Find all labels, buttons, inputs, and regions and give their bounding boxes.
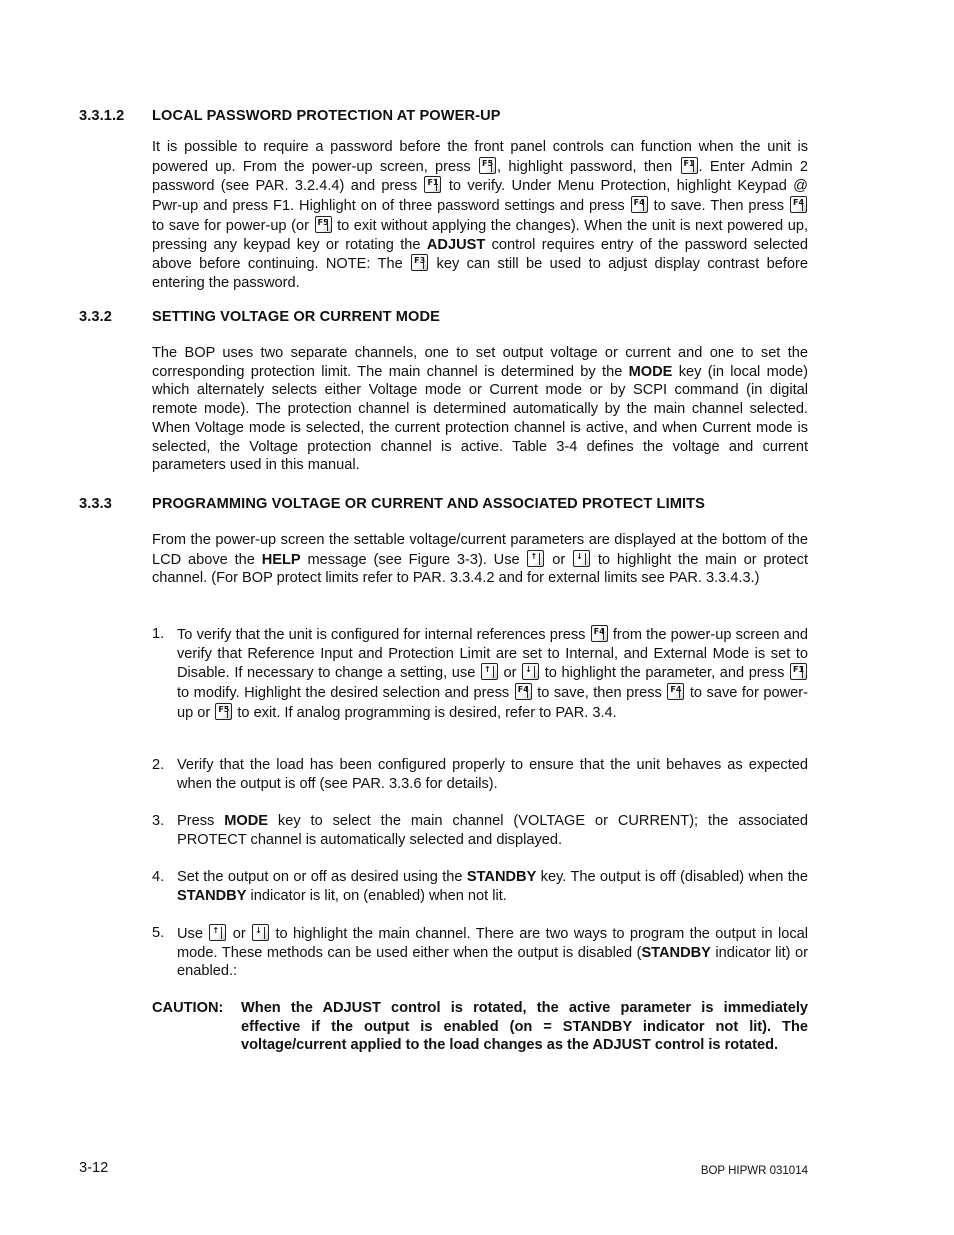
section-number: 3.3.2 [79, 309, 112, 325]
paragraph-mode: The BOP uses two separate channels, one to set output voltage or current and one to set the corresponding protection limit. The main channel is determined by the MODE key (in local mode) which alternately selects either Voltage mode or Current mode or by SCPI command (in digital remote mode). The protection channel is determined automatically by the main channel selected. When Voltage mode is selected, the current protection channel is active, and when Current mode is selected, the Voltage protection channel is active. Table 3-4 defines the voltage and current parameters used in this manual. [152, 345, 808, 474]
f5-key-icon: F5 [315, 216, 332, 233]
f4-key-icon: F4 [631, 196, 648, 213]
caution-label: CAUTION: [152, 1000, 224, 1016]
list-item: 4. Set the output on or off as desired using the STANDBY key. The output is off (disabled) when the STANDBY indicator is lit, on (enabled) when not lit. [152, 869, 808, 904]
paragraph-programming: From the power-up screen the settable voltage/current parameters are displayed at the bottom of the LCD above the HELP message (see Figure 3-3). Use ↑ or ↓ to highlight the main or protect channel. (For BOP protect limits refer to PAR. 3.3.4.2 and for external limits see PAR. 3.3.4.3.) [152, 532, 808, 587]
list-item: 1. To verify that the unit is configured for internal references press F4 from the power-up screen and verify that Reference Input and Protection Limit are set to Internal, and External Mode is set to Disable. If necessary to change a setting, use ↑ or ↓ to highlight the parameter, and press F1 to modify. Highlight the desired selection and press F4 to save, then press F4 to save for power-up or F5 to exit. If analog programming is desired, refer to PAR. 3.4. [152, 626, 809, 721]
up-arrow-key-icon: ↑ [209, 924, 226, 941]
section-title: PROGRAMMING VOLTAGE OR CURRENT AND ASSOCIATED PROTECT LIMITS [152, 496, 705, 512]
page-number: 3-12 [79, 1160, 109, 1176]
paragraph-password: It is possible to require a password before the front panel controls can function when the unit is powered up. From the power-up screen, press F5 , highlight password, then F1 . Enter Admin 2 password (see PAR. 3.2.4.4) and press F1 to verify. Under Menu Protection, highlight Keypad @ Pwr-up and press F1. Highlight on of three password settings and press F4 to save. Then press F4 to save for power-up (or F5 to exit without applying the changes). When the unit is next powered up, pressing any keypad key or rotating the ADJUST control requires entry of the password selected above before continuing. NOTE: The F3 key can still be used to adjust display contrast before entering the password. [152, 139, 809, 291]
f3-key-icon: F3 [411, 254, 428, 271]
section-number: 3.3.3 [79, 496, 112, 512]
down-arrow-key-icon: ↓ [522, 663, 539, 680]
list-item: 3. Press MODE key to select the main channel (VOLTAGE or CURRENT); the associated PROTECT channel is automatically selected and displayed. [152, 813, 808, 848]
list-item: 5. Use ↑ or ↓ to highlight the main channel. There are two ways to program the output in local mode. These methods can be used either when the output is disabled (STANDBY indicator lit) or enabled.: [152, 925, 809, 980]
list-item: 2. Verify that the load has been configured properly to ensure that the unit behaves as expected when the output is off (see PAR. 3.3.6 for details). [152, 757, 808, 792]
down-arrow-key-icon: ↓ [252, 924, 269, 941]
document-id: BOP HIPWR 031014 [700, 1165, 808, 1177]
section-title: LOCAL PASSWORD PROTECTION AT POWER-UP [152, 108, 501, 124]
caution-text: When the ADJUST control is rotated, the active parameter is immediately effective if the output is enabled (on = STANDBY indicator not lit). The voltage/current applied to the load changes as the ADJUST control is rotated. [241, 1000, 808, 1054]
f4-key-icon: F4 [515, 683, 532, 700]
up-arrow-key-icon: ↑ [481, 663, 498, 680]
f4-key-icon: F4 [667, 683, 684, 700]
f5-key-icon: F5 [479, 157, 496, 174]
f5-key-icon: F5 [215, 703, 232, 720]
section-title: SETTING VOLTAGE OR CURRENT MODE [152, 309, 440, 325]
f4-key-icon: F4 [591, 625, 608, 642]
f4-key-icon: F4 [790, 196, 807, 213]
up-arrow-key-icon: ↑ [527, 550, 544, 567]
f1-key-icon: F1 [790, 663, 807, 680]
caution-note [152, 999, 808, 1055]
f1-key-icon: F1 [424, 176, 441, 193]
down-arrow-key-icon: ↓ [573, 550, 590, 567]
f1-key-icon: F1 [681, 157, 698, 174]
section-number: 3.3.1.2 [79, 108, 125, 124]
